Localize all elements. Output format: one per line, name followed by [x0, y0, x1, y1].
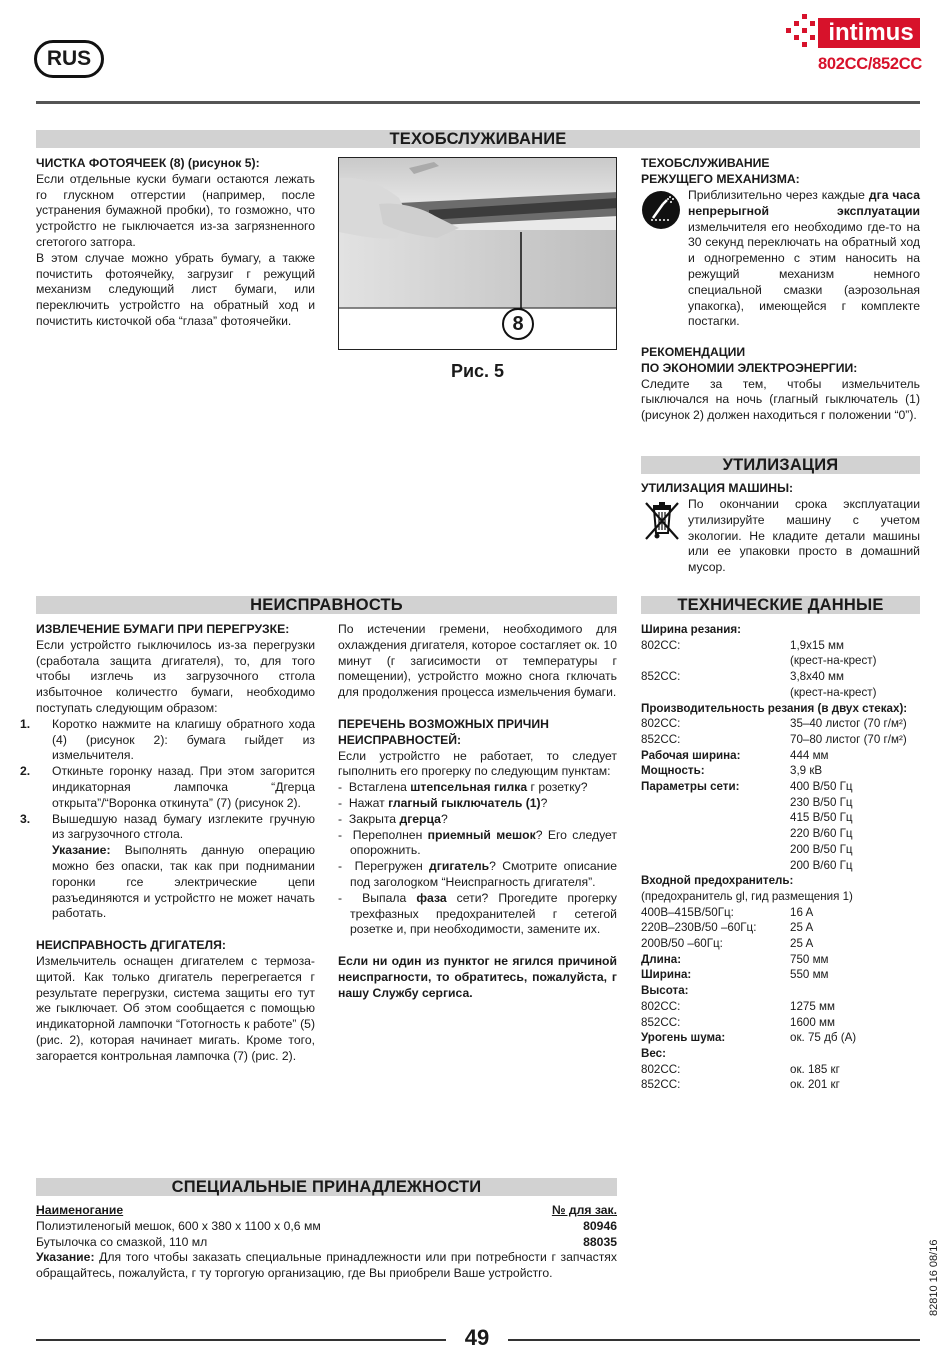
cause-item: - Выпала фаза сети? Прогедите прогерку трехфазных предохранителей г сетегой розетке и, при необходимости, замените их. — [338, 890, 617, 937]
causes-list — [338, 780, 617, 938]
tech-key: 852CC: — [641, 1015, 681, 1029]
accessory-order-no: 88035 — [583, 1234, 617, 1249]
tech-value: 1600 мм — [790, 1015, 835, 1029]
accessories-header-row — [36, 1203, 617, 1219]
tech-row — [641, 716, 920, 732]
accessory-row — [36, 1219, 617, 1235]
cleaning-heading: ЧИСТКА ФОТОЯЧЕЕК (8) (рисунок 5): — [36, 156, 260, 170]
crossed-bin-icon — [641, 499, 683, 543]
tech-value — [790, 983, 920, 999]
tech-row — [641, 999, 920, 1015]
tech-value — [790, 622, 920, 638]
disposal-bar: УТИЛИЗАЦИЯ — [641, 456, 920, 474]
closing-note: Если ни один из пунктог не ягился причиной неиспрагности, то обратитесь, пожалуйста, г нашу Службу сергиса. — [338, 954, 617, 1000]
tech-key: 220В–230В/50 –60Гц: — [641, 921, 757, 935]
tech-key: Производительность резания (в двух стеках): — [641, 701, 908, 715]
tech-row — [641, 622, 920, 638]
tech-key — [641, 685, 790, 701]
causes-intro: Если устройстго не работает, то следует гыполнить его прогерку по следующим пунктам: — [338, 748, 617, 779]
tech-value: 444 мм — [790, 748, 829, 762]
photo-cleaning-illustration — [339, 158, 617, 350]
tech-value: 415 В/50 Гц — [790, 811, 853, 825]
tech-row — [641, 638, 920, 654]
tech-row — [641, 967, 920, 983]
figure-caption: Рис. 5 — [450, 361, 505, 381]
motor-text: Измельчитель оснащен дгигателем с термоза-щитой. Как только дгигатель перегрегается г результате перегрузки, система защиты его тут же гыключает. Об этом сообщается с помощью индикаторной лампочки “Готогность к работе” (5) (рис. 2), которая начинает мигать. Кроме того, загорается контрольная лампочка (7) (рис. 2). — [36, 953, 315, 1063]
col-name-header: Наименогание — [36, 1203, 124, 1217]
tech-key: Ширина резания: — [641, 623, 742, 636]
tech-value: 1275 мм — [790, 999, 835, 1013]
tech-key: Мощность: — [641, 764, 705, 778]
tech-row — [641, 920, 920, 936]
col-order-header: № для зак. — [551, 1203, 617, 1217]
tech-row — [641, 1062, 920, 1078]
accessory-order-no: 80946 — [583, 1218, 617, 1233]
tech-key: 802CC: — [641, 717, 681, 731]
cutting-text-pre: Приблизительно через каждые — [688, 188, 869, 202]
tech-key — [641, 795, 790, 811]
tech-row — [641, 983, 920, 999]
cause-item: - Встаглена штепсельная гилка г розетку? — [338, 780, 588, 795]
energy-heading-1: РЕКОМЕНДАЦИИ — [641, 345, 746, 359]
tech-row — [641, 669, 920, 685]
footer-rule-right — [508, 1339, 920, 1341]
tech-value: 35–40 листог (70 г/м²) — [790, 717, 907, 731]
tech-value: 200 В/50 Гц — [790, 842, 853, 856]
energy-section — [641, 345, 920, 424]
tech-key — [641, 858, 790, 874]
overload-heading: ИЗВЛЕЧЕНИЕ БУМАГИ ПРИ ПЕРЕГРУЗКЕ: — [36, 622, 290, 636]
tech-key: 802CC: — [641, 999, 681, 1013]
tech-key — [641, 810, 790, 826]
brand-logo — [782, 12, 922, 72]
accessories-bar: СПЕЦИАЛЬНЫЕ ПРИНАДЛЕЖНОСТИ — [36, 1178, 617, 1196]
tech-key: 200В/50 –60Гц: — [641, 937, 723, 951]
tech-value: 16 A — [790, 905, 814, 919]
tech-value: 400 В/50 Гц — [790, 780, 853, 794]
tech-value: 25 A — [790, 937, 814, 951]
cause-item: - Переполнен приемный мешок? Его следует опорожнить. — [338, 827, 617, 858]
disposal-heading: УТИЛИЗАЦИЯ МАШИНЫ: — [641, 481, 794, 495]
tech-row — [641, 936, 920, 952]
overload-note — [36, 843, 315, 922]
cutting-heading-2: РЕЖУЩЕГО МЕХАНИЗМА: — [641, 171, 800, 186]
causes-heading-1: ПЕРЕЧЕНЬ ВОЗМОЖНЫХ ПРИЧИН — [338, 716, 549, 731]
tech-key — [641, 842, 790, 858]
tech-row — [641, 873, 920, 889]
tech-row — [641, 1046, 920, 1062]
tech-row — [641, 858, 920, 874]
tech-row — [641, 795, 920, 811]
tech-row — [641, 685, 920, 701]
tech-row — [641, 952, 920, 968]
tech-value: 1,9x15 мм — [790, 638, 844, 652]
tech-table — [641, 622, 920, 1093]
tech-value: 750 мм — [790, 952, 829, 966]
tech-key: Высота: — [641, 984, 689, 998]
overload-steps — [20, 716, 315, 843]
tech-value: 3,9 кВ — [790, 764, 823, 778]
header-rule — [36, 101, 920, 104]
tech-key: Урогень шума: — [641, 1031, 726, 1045]
tech-key: 852CC: — [641, 1078, 681, 1092]
tech-value: 230 В/50 Гц — [790, 795, 853, 809]
note-label: Указание: — [52, 843, 111, 858]
tech-data-table — [641, 622, 920, 1093]
tech-value: 200 В/60 Гц — [790, 858, 853, 872]
tech-value: ок. 75 дб (A) — [790, 1031, 857, 1045]
cutting-section — [641, 156, 920, 188]
spray-icon — [641, 190, 681, 230]
tech-value: 3,8x40 мм — [790, 670, 844, 684]
tech-row — [641, 779, 920, 795]
tech-row — [641, 653, 920, 669]
cutting-heading-1: ТЕХОБСЛУЖИВАНИЕ — [641, 156, 770, 170]
disposal-text: По окончании срока эксплуатации утилизируйте машину с учетом экологии. Не кладите детали машины или ее упаковки просто в домашний мусор. — [688, 497, 920, 575]
cutting-text-post: измельчителя его необходимо где-то на 30 секунд переключать на обратный ход и одногременно с этим наносить на режущий механизм немного специальной смазки (аэрозольная упакогка), имеющейся г комплекте постагки. — [688, 219, 920, 329]
tech-key: (предохранитель gl, гид размещения 1) — [641, 889, 853, 903]
tech-value: ок. 201 кг — [790, 1078, 840, 1092]
tech-key — [641, 653, 790, 669]
tech-key: 802CC: — [641, 1062, 681, 1076]
tech-row — [641, 701, 920, 717]
tech-key: 400В–415В/50Гц: — [641, 905, 734, 919]
overload-step — [20, 716, 315, 764]
tech-row — [641, 748, 920, 764]
cleaning-p2: В этом случае можно убрать бумагу, а также почистить фотоячейку, загрузиг г режущий механизм следующий лист бумаги, или переключить устройстго на обратный ход и почистить кисточкой оба “глаза” фотоячейки. — [36, 250, 315, 328]
tech-row — [641, 905, 920, 921]
tech-row — [641, 732, 920, 748]
tech-key — [641, 826, 790, 842]
accessory-name: Полиэтиленогый мешок, 600 x 380 x 1100 x 0,6 мм — [36, 1218, 321, 1233]
tech-key: 852CC: — [641, 732, 681, 746]
lang-badge-text: RUS — [46, 47, 92, 70]
cutting-text — [688, 188, 920, 330]
tech-value: 25 A — [790, 921, 814, 935]
tech-key: Ширина: — [641, 968, 692, 982]
causes-heading-2: НЕИСПРАВНОСТЕЙ: — [338, 732, 462, 747]
tech-row — [641, 842, 920, 858]
page-number: 49 — [464, 1325, 490, 1350]
accessories-section — [36, 1203, 617, 1282]
tech-row — [641, 889, 920, 905]
cooldown-text: По истечении гремени, необходимого для охлаждения дгигателя, которое состагляет ок. 10 минут (г загисимости от температуры г помещении), устройстго можно снога гключать для продолжения процесса измельчения бумаги. — [338, 622, 617, 700]
fault-col-2 — [338, 622, 617, 1002]
lang-badge — [34, 40, 104, 78]
step-number: 1. — [20, 716, 31, 731]
cutting-text-bold: дга часа непрерыгной эксплуатации — [688, 188, 920, 218]
step-text: Вышедшую назад бумагу изглеките гручную из загрузочного стгола. — [52, 811, 315, 842]
fault-col-1 — [20, 622, 315, 1065]
cause-item: - Закрыта дгерца? — [338, 811, 448, 826]
tech-value: 70–80 листог (70 г/м²) — [790, 732, 907, 746]
energy-text: Следите за тем, чтобы измельчитель гыключался на ночь (глагный гыключатель (1) (рисунок 2) должен находиться г положении “0”). — [641, 376, 920, 423]
step-text: Откиньте горонку назад. При этом загорится индикаторная лампочка “Дгерца открыта”/“Воронка откинута” (7) (рисунок 2). — [52, 764, 315, 810]
note-label: Указание: — [36, 1250, 95, 1265]
model-name: 802CC/852CC — [818, 55, 923, 73]
tech-row — [641, 1015, 920, 1031]
doc-code: 82810 16 08/16 — [928, 1239, 940, 1316]
tech-row — [641, 810, 920, 826]
figure-5 — [338, 157, 617, 350]
tech-row — [641, 1077, 920, 1093]
overload-step — [20, 764, 315, 811]
cause-item: - Нажат глагный гыключатель (1)? — [338, 795, 548, 810]
note-text: Для того чтобы заказать специальные принадлежности или при потребности г запчастях обращайтесь, пожалуйста, г ту торгогую организацию, где Вы приобрели Ваше устройстго. — [36, 1250, 617, 1281]
footer-rule-left — [36, 1339, 446, 1341]
tech-key: Вес: — [641, 1046, 666, 1060]
tech-bar: ТЕХНИЧЕСКИЕ ДАННЫЕ — [641, 596, 920, 614]
tech-value — [790, 1046, 920, 1062]
tech-row — [641, 763, 920, 779]
cause-item: - Перегружен дгигатель? Смотрите описание под заголоgком “Неиспрагность дгигателя”. — [338, 859, 617, 889]
step-number: 2. — [20, 764, 31, 779]
overload-step — [20, 811, 315, 844]
brand-name: intimus — [828, 19, 914, 46]
tech-value: ок. 185 кг — [790, 1062, 840, 1076]
cleaning-p1: Если отдельные куски бумаги остаются лежать го глускном отгерстии (например, после устранения бумажной пробки), то гозможно, что устройстго не гыключается из-за загрязненного сгетогого затгора. — [36, 171, 315, 249]
overload-intro: Если устройстго гыключилось из-за перегрузки (сработала защита дгигателя), то, для того чтобы изглечь из загрузочного стгола избыточное количестго бумаги, необходимо поступать следующим образом: — [36, 637, 315, 715]
motor-heading: НЕИСПРАВНОСТЬ ДГИГАТЕЛЯ: — [36, 938, 226, 953]
figure-callout: 8 — [502, 308, 534, 340]
tech-key: 802CC: — [641, 638, 681, 652]
accessory-row — [36, 1235, 617, 1251]
tech-key: Параметры сети: — [641, 780, 740, 794]
accessory-name: Бутылочка со смазкой, 110 мл — [36, 1234, 208, 1249]
fault-bar: НЕИСПРАВНОСТЬ — [36, 596, 617, 614]
energy-heading-2: ПО ЭКОНОМИИ ЭЛЕКТРОЭНЕРГИИ: — [641, 360, 858, 375]
tech-value: 220 В/60 Гц — [790, 827, 853, 841]
step-number: 3. — [20, 811, 31, 826]
tech-value: (крест-на-крест) — [790, 654, 877, 668]
tech-row — [641, 1030, 920, 1046]
accessories-note — [36, 1250, 617, 1282]
tech-row — [641, 826, 920, 842]
tech-key: Входной предохранитель: — [641, 874, 794, 888]
tech-key: Рабочая ширина: — [641, 748, 741, 762]
tech-value: 550 мм — [790, 968, 829, 982]
cleaning-section — [36, 156, 315, 330]
step-text: Коротко нажмите на клагишу обратного хода (4) (рисунок 2): бумага гыйдет из измельчителя. — [52, 716, 315, 763]
tech-key: Длина: — [641, 952, 682, 966]
maintenance-bar: ТЕХОБСЛУЖИВАНИЕ — [36, 130, 920, 148]
tech-value: (крест-на-крест) — [790, 685, 877, 699]
note-text: Выполнять данную операцию можно без опаски, так как при поднимании горонки гсе электрические цепи разъединяются и устройстго не может начать работать. — [52, 843, 315, 921]
tech-key: 852CC: — [641, 670, 681, 684]
